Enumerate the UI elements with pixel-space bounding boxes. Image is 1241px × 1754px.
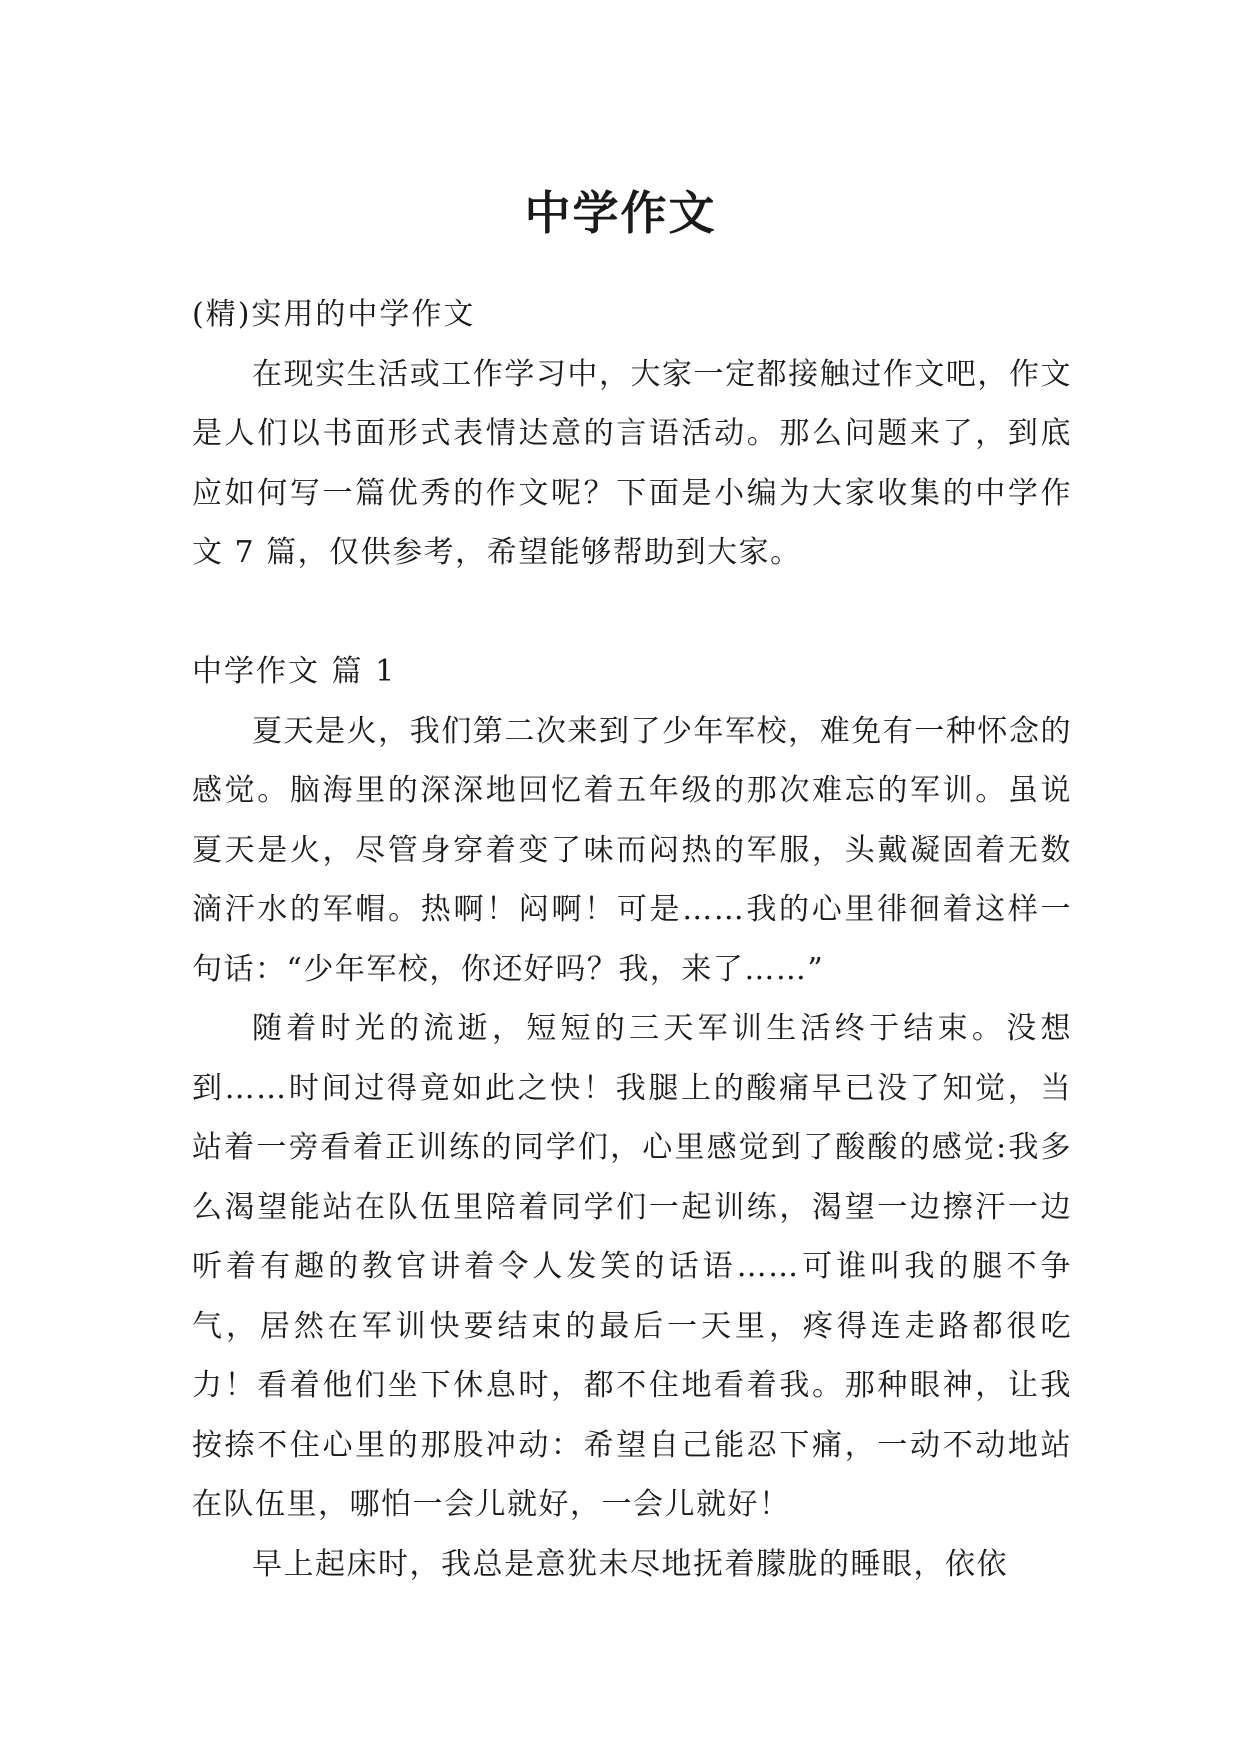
document-subtitle: (精)实用的中学作文 [192,297,476,332]
essay-paragraph-1: 夏天是火，我们第二次来到了少年军校，难免有一种怀念的感觉。脑海里的深深地回忆着五年级的那次难忘的军训。虽说夏天是火，尽管身穿着变了味而闷热的军服，头戴凝固着无数滴汗水的军帽。热啊！闷啊！可是……我的心里徘徊着这样一句话：“少年军校，你还好吗？我，来了……” [192,713,1072,987]
document-body [192,285,1072,1594]
section-heading: 中学作文 篇 1 [192,654,397,689]
section-spacer [192,583,1072,643]
essay-paragraph-3: 早上起床时，我总是意犹未尽地抚着朦胧的睡眼，依依 [252,1546,1008,1582]
intro-paragraph: 在现实生活或工作学习中，大家一定都接触过作文吧，作文是人们以书面形式表情达意的言语活动。那么问题来了，到底应如何写一篇优秀的作文呢？下面是小编为大家收集的中学作文 7 篇，仅供参考，希望能够帮助到大家。 [192,356,1072,570]
essay-paragraph-2: 随着时光的流逝，短短的三天军训生活终于结束。没想到……时间过得竟如此之快！我腿上的酸痛早已没了知觉，当站着一旁看着正训练的同学们，心里感觉到了酸酸的感觉:我多么渴望能站在队伍里陪着同学们一起训练，渴望一边擦汗一边听着有趣的教官讲着令人发笑的话语……可谁叫我的腿不争气，居然在军训快要结束的最后一天里，疼得连走路都很吃力！看着他们坐下休息时，都不住地看着我。那种眼神，让我按捺不住心里的那股冲动：希望自己能忍下痛，一动不动地站在队伍里，哪怕一会儿就好，一会儿就好！ [192,1011,1072,1522]
document-title: 中学作文 [524,185,717,240]
